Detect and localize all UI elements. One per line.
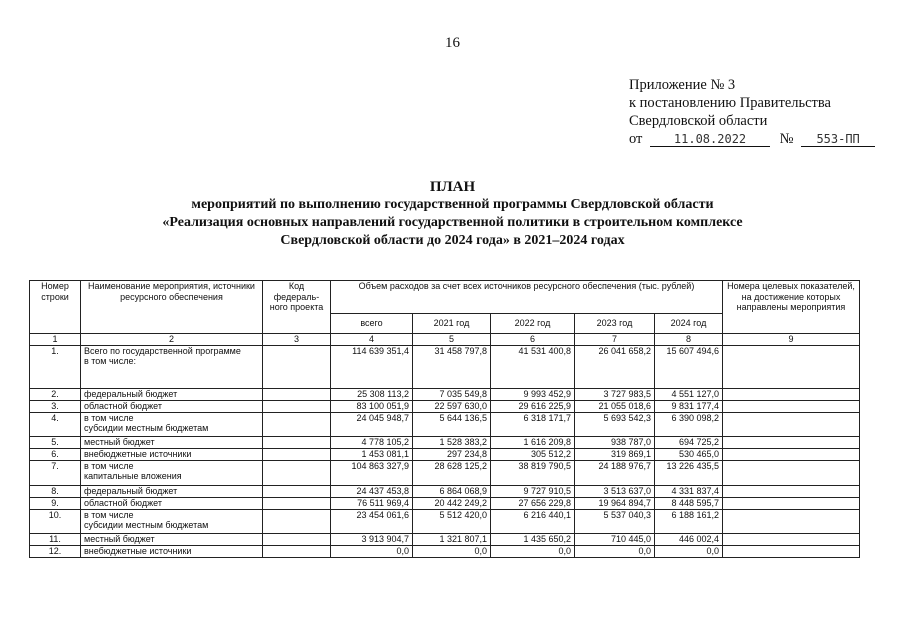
row-number: 3. <box>30 400 81 412</box>
row-number: 4. <box>30 412 81 436</box>
table-row <box>30 497 860 509</box>
column-number: 5 <box>413 334 491 346</box>
row-2024: 0,0 <box>655 545 723 557</box>
row-federal-code <box>263 485 331 497</box>
row-federal-code <box>263 533 331 545</box>
appendix-title: Приложение № 3 <box>629 77 736 93</box>
row-2024: 6 188 161,2 <box>655 509 723 533</box>
table-row <box>30 460 860 485</box>
appendix-date-row <box>629 130 875 148</box>
header-total: всего <box>331 314 413 334</box>
row-2022: 0,0 <box>491 545 575 557</box>
column-number: 2 <box>81 334 263 346</box>
row-federal-code <box>263 460 331 485</box>
row-federal-code <box>263 400 331 412</box>
row-name: местный бюджет <box>81 436 263 448</box>
header-2023: 2023 год <box>575 314 655 334</box>
row-2021: 1 528 383,2 <box>413 436 491 448</box>
row-total: 1 453 081,1 <box>331 448 413 460</box>
column-number: 1 <box>30 334 81 346</box>
row-total: 114 639 351,4 <box>331 345 413 388</box>
row-federal-code <box>263 448 331 460</box>
row-2021: 7 035 549,8 <box>413 388 491 400</box>
row-name: областной бюджет <box>81 400 263 412</box>
row-name: областной бюджет <box>81 497 263 509</box>
row-targets <box>723 448 860 460</box>
row-federal-code <box>263 497 331 509</box>
row-2021: 31 458 797,8 <box>413 345 491 388</box>
table-row <box>30 509 860 533</box>
row-2024: 13 226 435,5 <box>655 460 723 485</box>
table-row <box>30 412 860 436</box>
row-2022: 41 531 400,8 <box>491 345 575 388</box>
row-2023: 26 041 658,2 <box>575 345 655 388</box>
table-row <box>30 436 860 448</box>
header-row-number: Номер строки <box>30 281 81 334</box>
row-2021: 5 512 420,0 <box>413 509 491 533</box>
row-targets <box>723 485 860 497</box>
title-plan: ПЛАН <box>429 179 476 195</box>
row-name: внебюджетные источники <box>81 545 263 557</box>
row-targets <box>723 497 860 509</box>
row-name: в том числе субсидии местным бюджетам <box>81 509 263 533</box>
row-total: 3 913 904,7 <box>331 533 413 545</box>
header-2022: 2022 год <box>491 314 575 334</box>
row-2022: 9 727 910,5 <box>491 485 575 497</box>
row-number: 11. <box>30 533 81 545</box>
table-row <box>30 388 860 400</box>
column-number: 9 <box>723 334 860 346</box>
row-targets <box>723 345 860 388</box>
row-targets <box>723 400 860 412</box>
row-number: 7. <box>30 460 81 485</box>
row-2023: 710 445,0 <box>575 533 655 545</box>
row-2024: 15 607 494,6 <box>655 345 723 388</box>
row-2022: 1 435 650,2 <box>491 533 575 545</box>
row-targets <box>723 436 860 448</box>
row-2021: 6 864 068,9 <box>413 485 491 497</box>
table-row <box>30 545 860 557</box>
row-2024: 446 002,4 <box>655 533 723 545</box>
date-prefix: от <box>629 131 643 147</box>
row-federal-code <box>263 388 331 400</box>
row-2024: 530 465,0 <box>655 448 723 460</box>
row-total: 24 045 948,7 <box>331 412 413 436</box>
column-number: 3 <box>263 334 331 346</box>
header-federal-code: Код федераль-ного проекта <box>263 281 331 334</box>
row-targets <box>723 412 860 436</box>
row-name: федеральный бюджет <box>81 485 263 497</box>
column-number: 8 <box>655 334 723 346</box>
row-targets <box>723 533 860 545</box>
row-targets <box>723 509 860 533</box>
row-2021: 20 442 249,2 <box>413 497 491 509</box>
document-title <box>0 178 905 250</box>
table-row <box>30 485 860 497</box>
row-number: 2. <box>30 388 81 400</box>
row-federal-code <box>263 545 331 557</box>
row-2023: 24 188 976,7 <box>575 460 655 485</box>
row-name: в том числе капитальные вложения <box>81 460 263 485</box>
row-total: 4 778 105,2 <box>331 436 413 448</box>
row-2021: 297 234,8 <box>413 448 491 460</box>
title-line-4: Свердловской области до 2024 года» в 2021–2024 годах <box>280 233 625 248</box>
table-row <box>30 345 860 388</box>
row-2022: 6 318 171,7 <box>491 412 575 436</box>
row-number: 1. <box>30 345 81 388</box>
row-2024: 6 390 098,2 <box>655 412 723 436</box>
row-federal-code <box>263 436 331 448</box>
appendix-block <box>629 76 875 148</box>
appendix-region: Свердловской области <box>629 113 768 129</box>
row-number: 9. <box>30 497 81 509</box>
row-number: 8. <box>30 485 81 497</box>
row-name: в том числе субсидии местным бюджетам <box>81 412 263 436</box>
row-2022: 27 656 229,8 <box>491 497 575 509</box>
page-number: 16 <box>445 35 460 51</box>
row-2023: 19 964 894,7 <box>575 497 655 509</box>
row-2021: 5 644 136,5 <box>413 412 491 436</box>
row-2022: 9 993 452,9 <box>491 388 575 400</box>
row-2021: 28 628 125,2 <box>413 460 491 485</box>
column-number: 7 <box>575 334 655 346</box>
row-total: 104 863 327,9 <box>331 460 413 485</box>
row-total: 25 308 113,2 <box>331 388 413 400</box>
row-2024: 4 551 127,0 <box>655 388 723 400</box>
row-total: 76 511 969,4 <box>331 497 413 509</box>
decree-number: 553-ПП <box>801 132 875 147</box>
row-2022: 38 819 790,5 <box>491 460 575 485</box>
row-number: 10. <box>30 509 81 533</box>
row-2023: 5 693 542,3 <box>575 412 655 436</box>
row-2024: 8 448 595,7 <box>655 497 723 509</box>
appendix-reference: к постановлению Правительства <box>629 95 831 111</box>
decree-date: 11.08.2022 <box>650 132 770 147</box>
row-2024: 694 725,2 <box>655 436 723 448</box>
title-line-2: мероприятий по выполнению государственной программы Свердловской области <box>191 197 714 212</box>
row-federal-code <box>263 412 331 436</box>
row-2021: 22 597 630,0 <box>413 400 491 412</box>
row-name: федеральный бюджет <box>81 388 263 400</box>
row-total: 24 437 453,8 <box>331 485 413 497</box>
row-total: 0,0 <box>331 545 413 557</box>
row-2023: 319 869,1 <box>575 448 655 460</box>
column-number-row <box>30 334 860 346</box>
row-targets <box>723 545 860 557</box>
number-prefix: № <box>779 131 794 147</box>
row-2023: 0,0 <box>575 545 655 557</box>
row-2024: 4 331 837,4 <box>655 485 723 497</box>
row-2023: 3 727 983,5 <box>575 388 655 400</box>
row-2023: 3 513 637,0 <box>575 485 655 497</box>
row-2022: 305 512,2 <box>491 448 575 460</box>
header-2021: 2021 год <box>413 314 491 334</box>
row-federal-code <box>263 345 331 388</box>
row-2022: 1 616 209,8 <box>491 436 575 448</box>
row-federal-code <box>263 509 331 533</box>
header-targets: Номера целевых показателей, на достижение которых направлены мероприятия <box>723 281 860 334</box>
row-2023: 21 055 018,6 <box>575 400 655 412</box>
row-number: 5. <box>30 436 81 448</box>
header-name: Наименование мероприятия, источники ресурсного обеспечения <box>81 281 263 334</box>
row-2021: 1 321 807,1 <box>413 533 491 545</box>
header-volume: Объем расходов за счет всех источников ресурсного обеспечения (тыс. рублей) <box>331 281 723 314</box>
row-name: местный бюджет <box>81 533 263 545</box>
row-2022: 6 216 440,1 <box>491 509 575 533</box>
table-row <box>30 533 860 545</box>
table-row <box>30 400 860 412</box>
column-number: 6 <box>491 334 575 346</box>
row-total: 83 100 051,9 <box>331 400 413 412</box>
header-2024: 2024 год <box>655 314 723 334</box>
row-name: Всего по государственной программе в том числе: <box>81 345 263 388</box>
row-2023: 938 787,0 <box>575 436 655 448</box>
column-number: 4 <box>331 334 413 346</box>
row-2021: 0,0 <box>413 545 491 557</box>
row-number: 12. <box>30 545 81 557</box>
row-targets <box>723 388 860 400</box>
row-targets <box>723 460 860 485</box>
row-name: внебюджетные источники <box>81 448 263 460</box>
row-2024: 9 831 177,4 <box>655 400 723 412</box>
row-total: 23 454 061,6 <box>331 509 413 533</box>
table-row <box>30 448 860 460</box>
row-2023: 5 537 040,3 <box>575 509 655 533</box>
row-number: 6. <box>30 448 81 460</box>
row-2022: 29 616 225,9 <box>491 400 575 412</box>
title-line-3: «Реализация основных направлений государственной политики в строительном комплексе <box>162 215 743 230</box>
plan-table <box>29 280 860 558</box>
